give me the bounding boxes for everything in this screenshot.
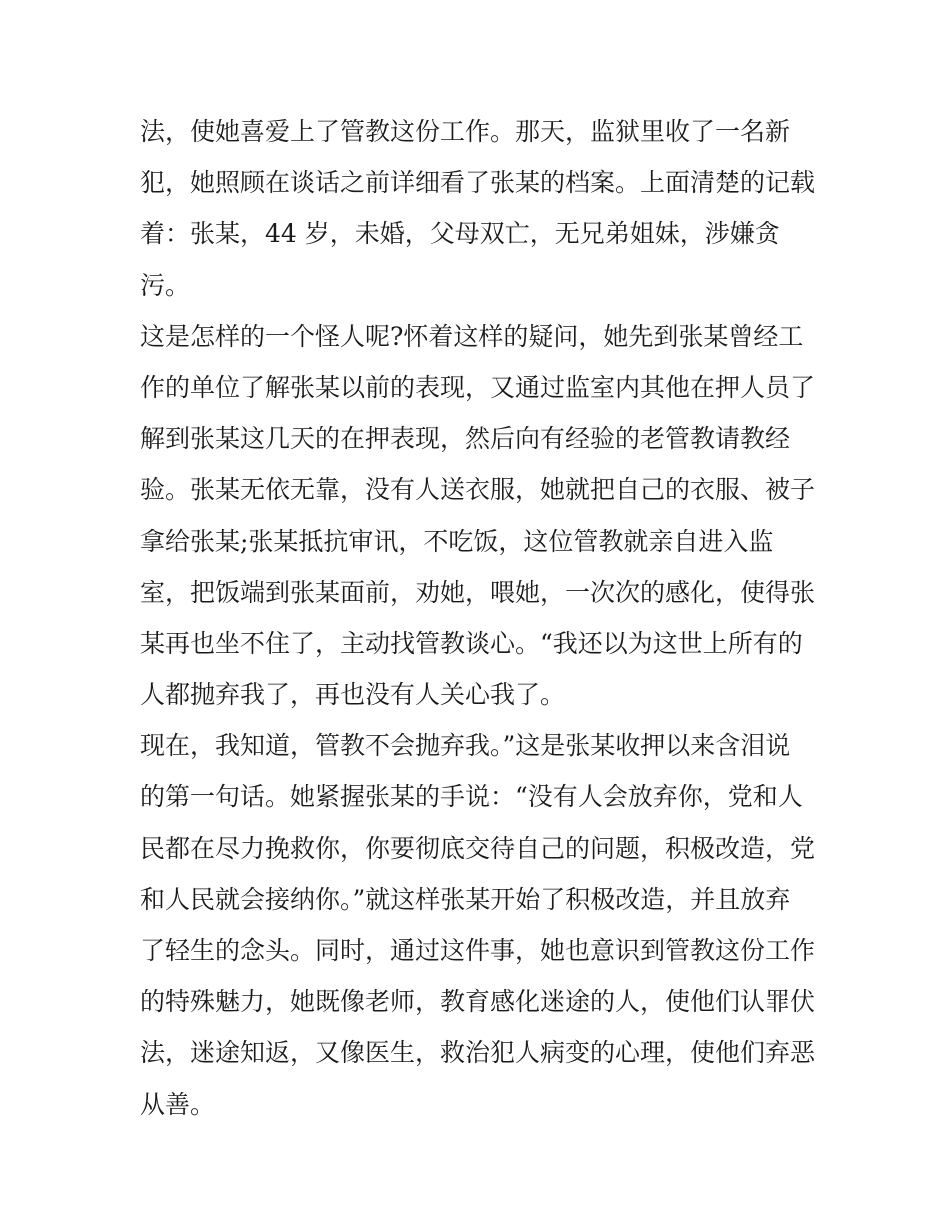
text-line: 着：张某，44 岁，未婚，父母双亡，无兄弟姐妹，涉嫌贪 (140, 219, 780, 249)
text-line: 和人民就会接纳你。”就这样张某开始了积极改造，并且放弃 (140, 884, 791, 914)
document-body (140, 106, 820, 1130)
text-line: 从善。 (140, 1089, 216, 1119)
text-line: 民都在尽力挽救你，你要彻底交待自己的问题，积极改造，党 (140, 833, 816, 863)
text-line: 拿给张某;张某抵抗审讯，不吃饭，这位管教就亲自进入监 (140, 526, 774, 556)
text-line: 污。 (140, 270, 191, 300)
text-line: 某再也坐不住了，主动找管教谈心。“我还以为这世上所有的 (140, 628, 803, 658)
text-line: 人都抛弃我了，再也没有人关心我了。 (140, 680, 566, 710)
text-line: 这是怎样的一个怪人呢?怀着这样的疑问，她先到张某曾经工 (140, 321, 804, 351)
text-line: 的第一句话。她紧握张某的手说：“没有人会放弃你，党和人 (140, 782, 803, 812)
text-line: 室，把饭端到张某面前，劝她，喂她，一次次的感化，使得张 (140, 577, 816, 607)
text-line: 解到张某这几天的在押表现，然后向有经验的老管教请教经 (140, 424, 791, 454)
text-line: 了轻生的念头。同时，通过这件事，她也意识到管教这份工作 (140, 936, 816, 965)
text-line: 作的单位了解张某以前的表现，又通过监室内其他在押人员了 (140, 372, 816, 402)
text-line: 法，使她喜爱上了管教这份工作。那天，监狱里收了一名新 (140, 117, 791, 146)
text-line: 法，迷途知返，又像医生，救治犯人病变的心理，使他们弃恶 (140, 1038, 816, 1068)
text-line: 犯，她照顾在谈话之前详细看了张某的档案。上面清楚的记载 (140, 168, 816, 198)
text-line: 验。张某无依无靠，没有人送衣服，她就把自己的衣服、被子 (140, 475, 816, 505)
text-line: 的特殊魅力，她既像老师，教育感化迷途的人，使他们认罪伏 (140, 987, 816, 1017)
text-line: 现在，我知道，管教不会抛弃我。”这是张某收押以来含泪说 (140, 731, 791, 761)
